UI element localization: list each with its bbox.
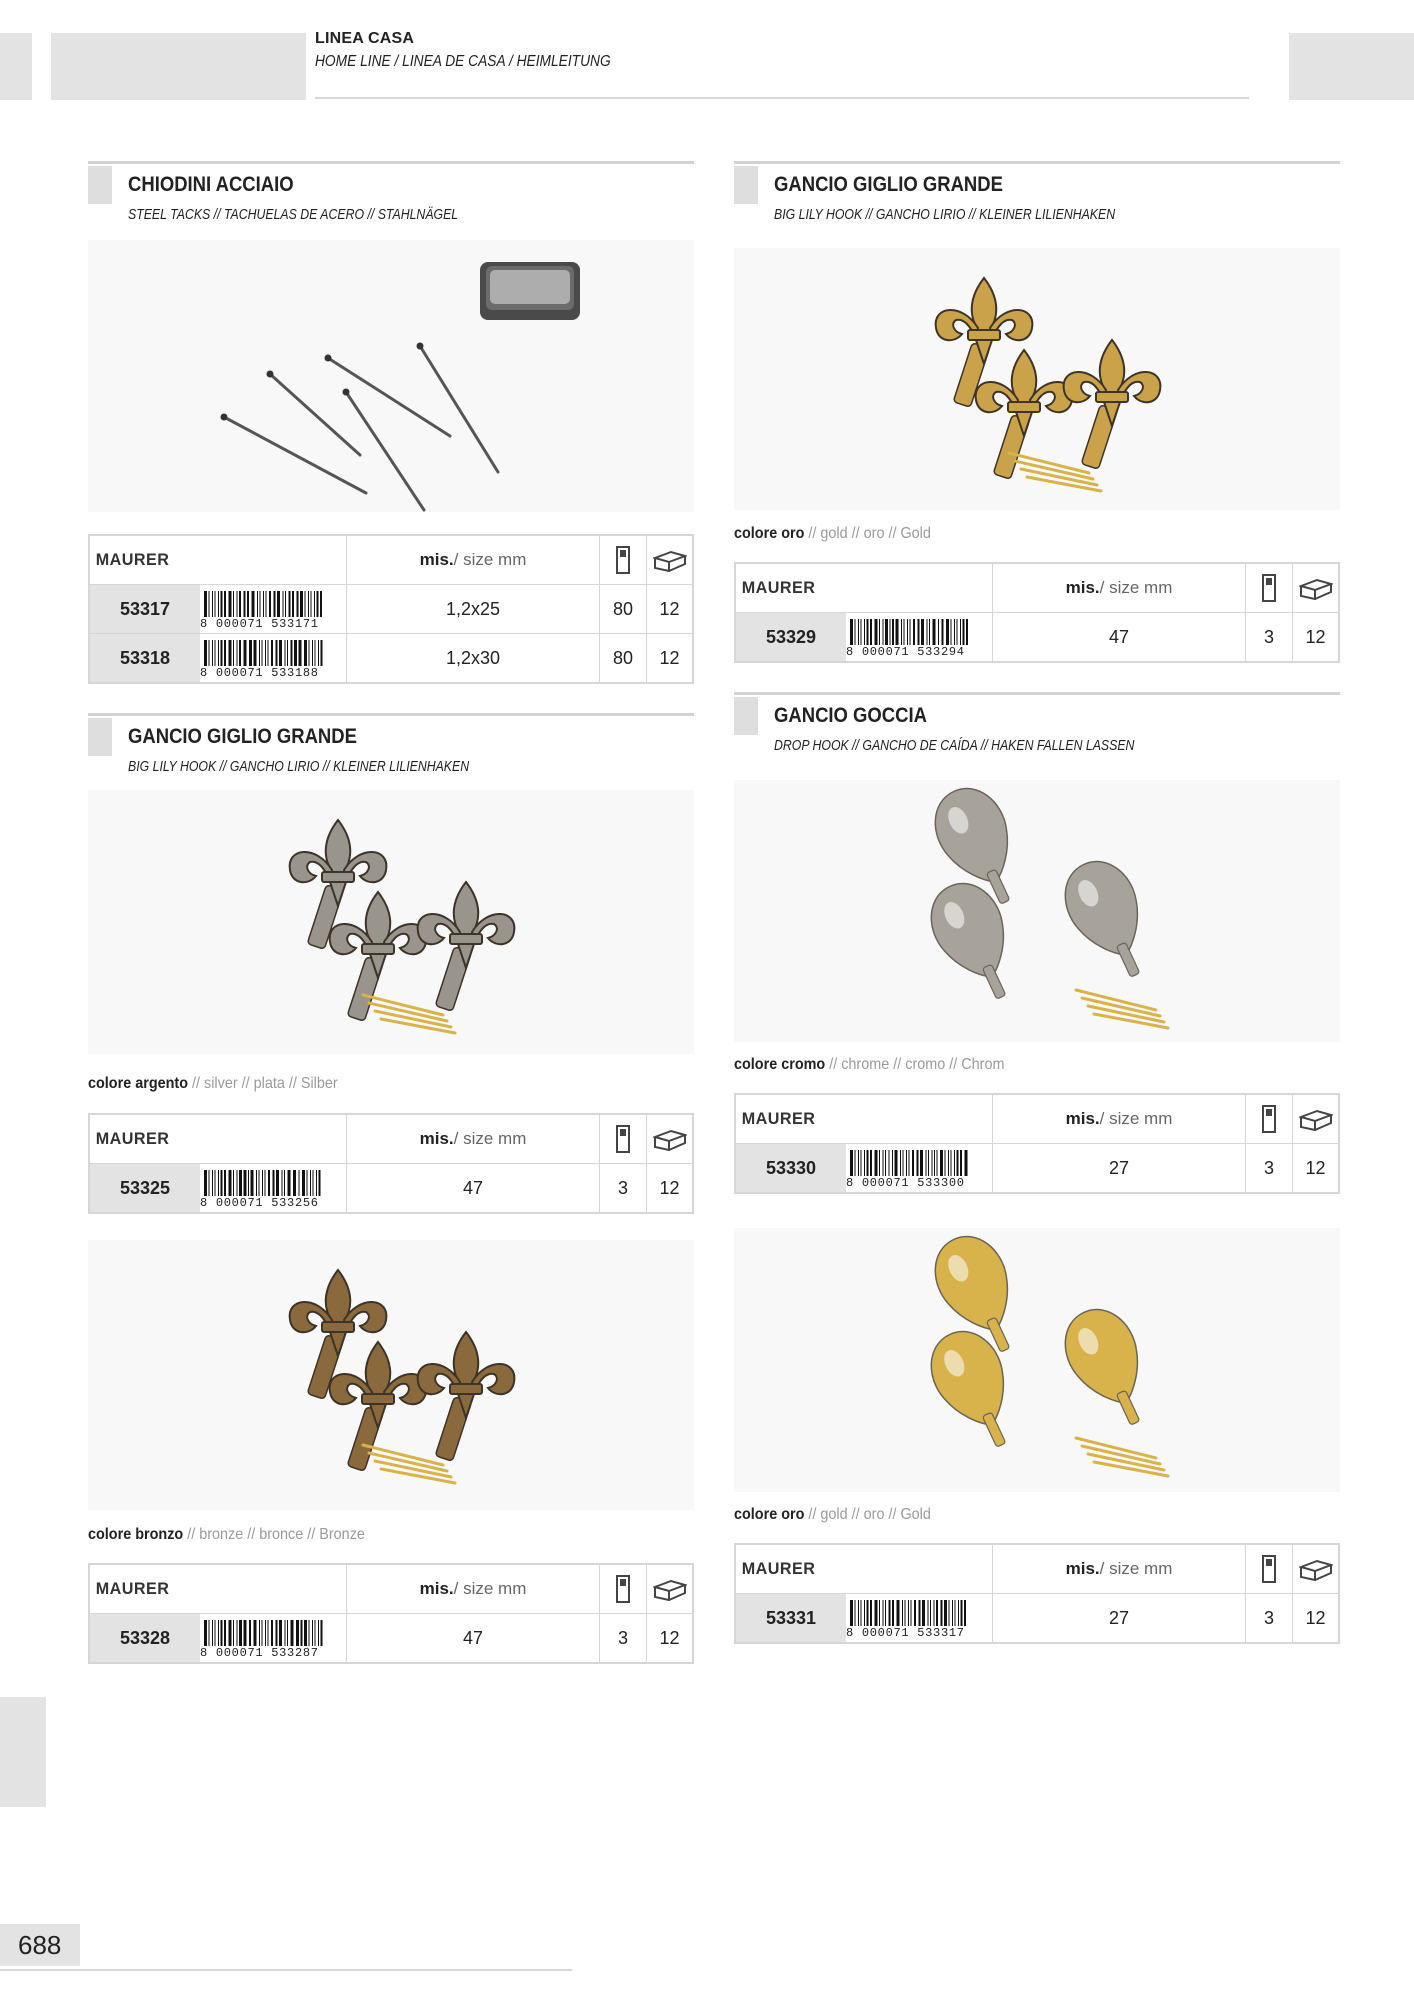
tin-box-icon [480, 262, 580, 320]
product-code: 53331 [736, 1594, 846, 1642]
svg-text:8 000071 533294: 8 000071 533294 [846, 645, 964, 657]
box-icon [653, 1127, 687, 1151]
product-code: 53328 [90, 1614, 200, 1662]
drop-hook-chrome-photo [734, 780, 1340, 1042]
barcode [200, 638, 326, 678]
section-subtitle: BIG LILY HOOK // GANCHO LIRIO // KLEINER LILIENHAKEN [774, 206, 1116, 223]
box-icon [653, 548, 687, 572]
header-right-tab [1289, 33, 1414, 100]
brand-logo: MAURER [95, 550, 170, 569]
section-lily-hook-right [734, 161, 1340, 231]
color-label-bronze: colore bronzo // bronze // bronce // Bronze [88, 1526, 365, 1543]
svg-text:8 000071 533317: 8 000071 533317 [846, 1626, 964, 1638]
product-table-steel-tacks [88, 534, 694, 684]
section-marker [734, 166, 758, 204]
color-label-chrome: colore cromo // chrome // cromo // Chrom [734, 1056, 1005, 1073]
table-row [90, 634, 692, 682]
lily-hook-gold-photo [734, 248, 1340, 510]
barcode [200, 1168, 326, 1208]
pack-icon [615, 1124, 631, 1154]
header-title: LINEA CASA [315, 30, 415, 47]
product-code: 53317 [90, 585, 200, 633]
size-header: mis. / size mm [347, 1565, 600, 1613]
pack-icon-cell [1246, 1545, 1293, 1593]
size-header: mis. / size mm [993, 1545, 1246, 1593]
product-table-drop-chrome [734, 1093, 1340, 1194]
barcode [846, 617, 972, 657]
product-table-lily-silver [88, 1113, 694, 1214]
section-marker [88, 166, 112, 204]
brand-logo: MAURER [741, 1109, 816, 1128]
section-rule [88, 161, 694, 164]
product-code: 53330 [736, 1144, 846, 1192]
pack-icon [615, 545, 631, 575]
box-icon-cell [1293, 1095, 1338, 1143]
brand-logo: MAURER [95, 1579, 170, 1598]
pack-qty: 3 [1246, 1144, 1293, 1192]
section-subtitle: DROP HOOK // GANCHO DE CAÍDA // HAKEN FALLEN LASSEN [774, 737, 1135, 754]
section-title: GANCIO GIGLIO GRANDE [128, 725, 357, 748]
pack-icon-cell [600, 1565, 647, 1613]
section-rule [734, 692, 1340, 695]
size-header: mis. / size mm [993, 1095, 1246, 1143]
color-label-gold-drop: colore oro // gold // oro // Gold [734, 1506, 931, 1523]
product-table-drop-gold [734, 1543, 1340, 1644]
section-title: GANCIO GOCCIA [774, 704, 927, 727]
table-row [90, 1164, 692, 1212]
section-lily-hook-left [88, 713, 694, 783]
barcode [846, 1148, 972, 1188]
pack-icon-cell [600, 536, 647, 584]
header-rule [315, 97, 1249, 99]
barcode [200, 589, 326, 629]
pack-qty: 80 [600, 585, 647, 633]
table-header-row [90, 536, 692, 585]
pack-qty: 3 [1246, 613, 1293, 661]
header-subtitle: HOME LINE / LINEA DE CASA / HEIMLEITUNG [315, 53, 611, 70]
lily-hook-bronze-photo [88, 1240, 694, 1510]
size-value: 47 [347, 1614, 600, 1662]
product-code: 53329 [736, 613, 846, 661]
table-header-row [90, 1115, 692, 1164]
steel-tacks-photo [88, 240, 694, 512]
section-rule [88, 713, 694, 716]
svg-text:8 000071 533300: 8 000071 533300 [846, 1176, 964, 1188]
box-icon-cell [647, 1565, 692, 1613]
size-header: mis. / size mm [347, 536, 600, 584]
section-drop-hook [734, 692, 1340, 762]
brand-logo: MAURER [95, 1129, 170, 1148]
pack-icon-cell [600, 1115, 647, 1163]
section-rule [734, 161, 1340, 164]
box-qty: 12 [659, 647, 680, 668]
color-label-gold-lily: colore oro // gold // oro // Gold [734, 525, 931, 542]
product-code: 53318 [90, 634, 200, 682]
header-grey-block [51, 33, 306, 100]
color-label-silver: colore argento // silver // plata // Silber [88, 1075, 338, 1092]
section-title: CHIODINI ACCIAIO [128, 173, 294, 196]
section-marker [734, 697, 758, 735]
box-qty: 12 [1305, 1607, 1326, 1628]
pack-icon [615, 1574, 631, 1604]
svg-text:8 000071 533256: 8 000071 533256 [200, 1196, 318, 1208]
header-left-tab [0, 33, 32, 100]
size-value: 1,2x25 [347, 585, 600, 633]
section-marker [88, 718, 112, 756]
svg-text:8 000071 533287: 8 000071 533287 [200, 1646, 318, 1658]
box-qty: 12 [1305, 1157, 1326, 1178]
table-row [90, 585, 692, 634]
pack-icon [1261, 573, 1277, 603]
box-icon [653, 1577, 687, 1601]
table-row [736, 1594, 1338, 1642]
pack-qty: 80 [600, 634, 647, 682]
product-code: 53325 [90, 1164, 200, 1212]
box-icon-cell [647, 536, 692, 584]
drop-hook-gold-photo [734, 1228, 1340, 1492]
brand-logo: MAURER [741, 578, 816, 597]
table-header-row [90, 1565, 692, 1614]
product-table-lily-bronze [88, 1563, 694, 1664]
size-value: 27 [993, 1144, 1246, 1192]
barcode [846, 1598, 972, 1638]
section-title: GANCIO GIGLIO GRANDE [774, 173, 1003, 196]
table-row [736, 1144, 1338, 1192]
pack-icon [1261, 1554, 1277, 1584]
box-qty: 12 [1305, 626, 1326, 647]
box-qty: 12 [659, 1177, 680, 1198]
box-qty: 12 [659, 598, 680, 619]
box-icon-cell [1293, 1545, 1338, 1593]
pack-qty: 3 [600, 1614, 647, 1662]
size-header: mis. / size mm [993, 564, 1246, 612]
footer-side-tab [0, 1697, 46, 1807]
section-steel-tacks [88, 161, 694, 231]
pack-icon-cell [1246, 1095, 1293, 1143]
pack-icon [1261, 1104, 1277, 1134]
section-subtitle: STEEL TACKS // TACHUELAS DE ACERO // STAHLNÄGEL [128, 206, 459, 223]
section-subtitle: BIG LILY HOOK // GANCHO LIRIO // KLEINER LILIENHAKEN [128, 758, 470, 775]
table-header-row [736, 1545, 1338, 1594]
footer-rule [0, 1969, 572, 1971]
pack-qty: 3 [1246, 1594, 1293, 1642]
pack-icon-cell [1246, 564, 1293, 612]
barcode [200, 1618, 326, 1658]
table-row [736, 613, 1338, 661]
box-qty: 12 [659, 1627, 680, 1648]
table-row [90, 1614, 692, 1662]
size-value: 1,2x30 [347, 634, 600, 682]
svg-text:8 000071 533188: 8 000071 533188 [200, 666, 318, 678]
box-icon-cell [647, 1115, 692, 1163]
brand-logo: MAURER [741, 1559, 816, 1578]
box-icon-cell [1293, 564, 1338, 612]
table-header-row [736, 564, 1338, 613]
table-header-row [736, 1095, 1338, 1144]
box-icon [1299, 1107, 1333, 1131]
pack-qty: 3 [600, 1164, 647, 1212]
box-icon [1299, 1557, 1333, 1581]
lily-hook-silver-photo [88, 790, 694, 1054]
size-value: 27 [993, 1594, 1246, 1642]
product-table-lily-gold [734, 562, 1340, 663]
page-number: 688 [0, 1924, 80, 1966]
size-header: mis. / size mm [347, 1115, 600, 1163]
svg-text:8 000071 533171: 8 000071 533171 [200, 617, 318, 629]
size-value: 47 [347, 1164, 600, 1212]
size-value: 47 [993, 613, 1246, 661]
box-icon [1299, 576, 1333, 600]
